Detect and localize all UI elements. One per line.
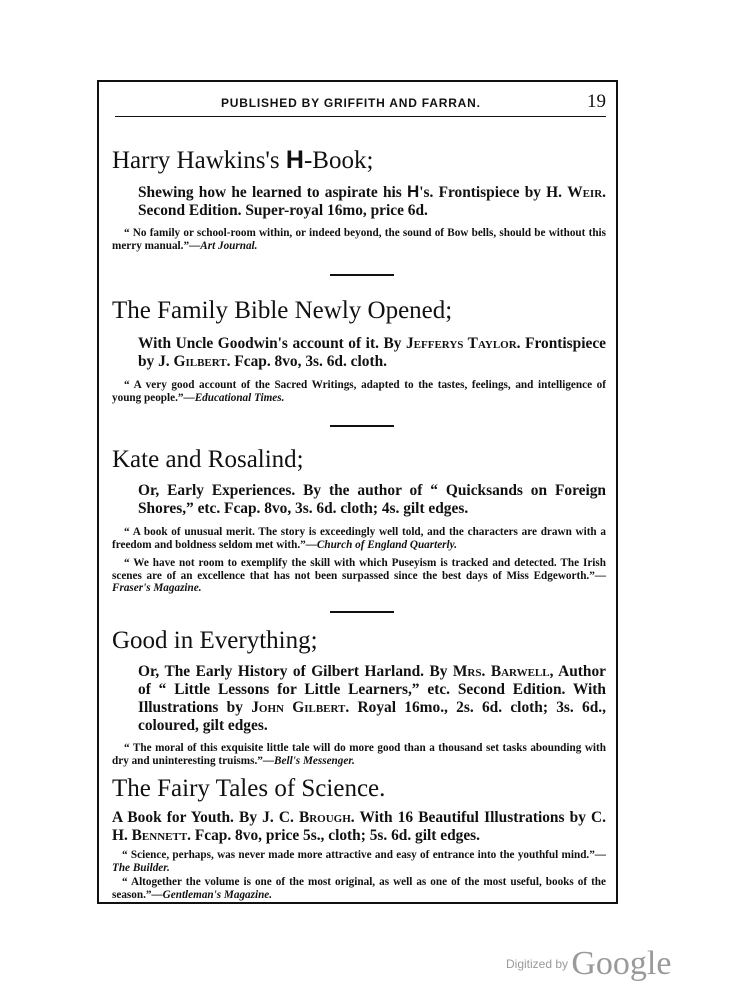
section-divider	[330, 274, 394, 276]
book-review: “ We have not room to exemplify the skill with which Puseyism is tracked and detected. The Irish scenes are of an excellence that has not been surpassed since the best days of Miss Edgeworth.”—Fraser's Magazine.	[112, 557, 606, 595]
book-title: The Fairy Tales of Science.	[112, 775, 386, 802]
book-description: A Book for Youth. By J. C. Brough. With 16 Beautiful Illustrations by C. H. Bennett. Fcap. 8vo, price 5s., cloth; 5s. 6d. gilt edges.	[112, 809, 606, 844]
book-description: Shewing how he learned to aspirate his H's. Frontispiece by H. Weir. Second Edition. Super-royal 16mo, price 6d.	[138, 182, 606, 219]
book-review: “ Altogether the volume is one of the most original, as well as one of the most useful, books of the season.”—Gentleman's Magazine.	[112, 876, 606, 901]
book-review: “ The moral of this exquisite little tale will do more good than a thousand set tasks abounding with dry and uninteresting truisms.”—Bell's Messenger.	[112, 742, 606, 767]
book-description: Or, The Early History of Gilbert Harland. By Mrs. Barwell, Author of “ Little Lessons for Little Learners,” etc. Second Edition. With Illustrations by John Gilbert. Royal 16mo., 2s. 6d. cloth; 3s. 6d., coloured, gilt edges.	[138, 663, 606, 734]
book-review: “ No family or school-room within, or indeed beyond, the sound of Bow bells, should be without this merry manual.”—Art Journal.	[112, 227, 606, 252]
publisher-line: PUBLISHED BY GRIFFITH AND FARRAN.	[221, 96, 481, 110]
book-title: Harry Hawkins's H-Book;	[112, 146, 374, 174]
book-entry-kate-rosalind	[112, 446, 608, 595]
google-logo: Google	[571, 945, 672, 982]
page-header	[115, 90, 606, 117]
google-digitized-watermark	[506, 945, 671, 983]
book-entry-good-in-everything	[112, 627, 608, 767]
book-title: Kate and Rosalind;	[112, 446, 304, 473]
book-review: “ Science, perhaps, was never made more attractive and easy of entrance into the youthful mind.”—The Builder.	[112, 849, 606, 874]
book-entry-harry-hawkins	[112, 146, 608, 252]
book-review: “ A very good account of the Sacred Writings, adapted to the tastes, feelings, and intelligence of young people.”—Educational Times.	[112, 379, 606, 404]
section-divider	[330, 425, 394, 427]
book-description: Or, Early Experiences. By the author of “ Quicksands on Foreign Shores,” etc. Fcap. 8vo, 3s. 6d. cloth; 4s. gilt edges.	[138, 482, 606, 517]
page-number: 19	[587, 91, 606, 112]
book-title: The Family Bible Newly Opened;	[112, 297, 453, 324]
section-divider	[330, 611, 394, 613]
book-review: “ A book of unusual merit. The story is exceedingly well told, and the characters are drawn with a freedom and boldness seldom met with.”—Church of England Quarterly.	[112, 526, 606, 551]
book-entry-family-bible	[112, 297, 608, 404]
book-description: With Uncle Goodwin's account of it. By Jefferys Taylor. Frontispiece by J. Gilbert. Fcap. 8vo, 3s. 6d. cloth.	[138, 335, 606, 370]
page-frame	[97, 80, 618, 904]
book-title: Good in Everything;	[112, 627, 318, 654]
digitized-by-label: Digitized by	[506, 957, 572, 971]
book-entry-fairy-tales-science	[112, 775, 608, 901]
